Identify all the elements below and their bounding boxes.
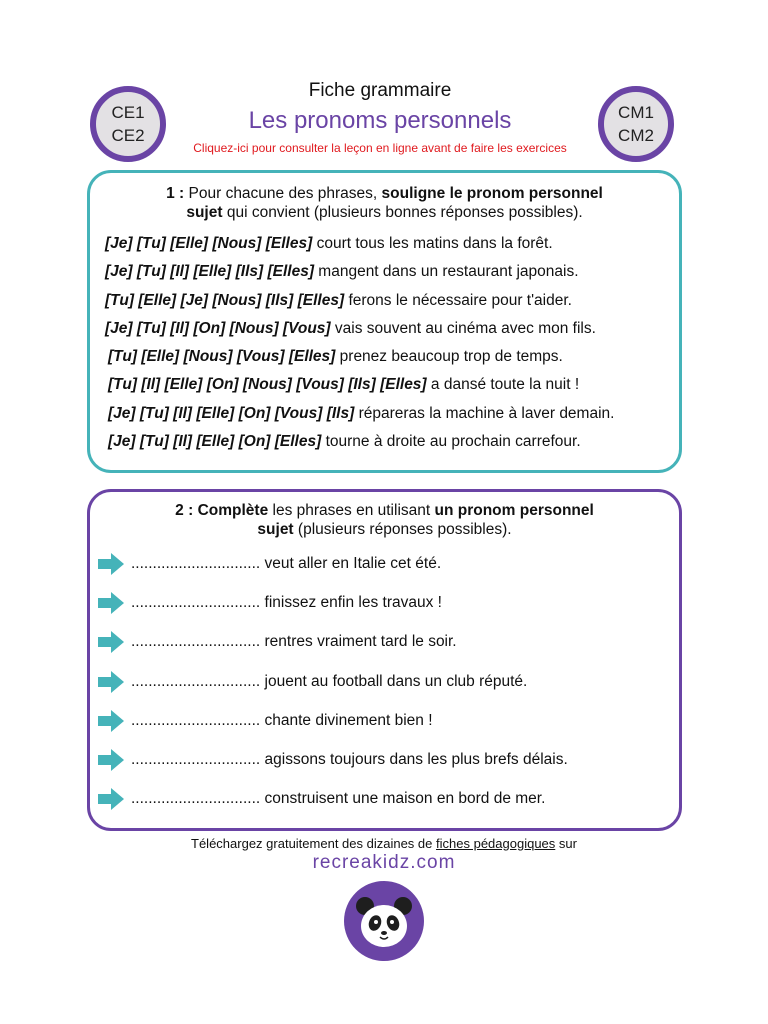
exercise-1-sentences (90, 230, 679, 456)
document-type: Fiche grammaire (308, 80, 452, 101)
level-cm1: CM1 (618, 103, 654, 122)
fill-in-row: .............................. construisent une maison en bord de mer. (90, 788, 679, 827)
fill-in-row: .............................. agissons toujours dans les plus brefs délais. (90, 749, 679, 788)
fill-in-row: .............................. veut aller en Italie cet été. (90, 553, 679, 592)
exercise-2-instructions: 2 : Complète les phrases en utilisant un pronom personnel sujet (plusieurs réponses possibles). (175, 502, 594, 538)
sentence-row: [Tu] [Elle] [Je] [Nous] [Ils] [Elles] ferons le nécessaire pour t'aider. (105, 291, 572, 309)
exercise-1-box (87, 170, 682, 473)
answer-blank[interactable]: .............................. (131, 711, 261, 729)
answer-blank[interactable]: .............................. (131, 594, 261, 612)
right-arrow-icon (98, 749, 124, 771)
worksheets-link[interactable]: fiches pédagogiques (436, 836, 556, 851)
site-url[interactable]: recreakidz.com (312, 852, 456, 873)
level-ce1: CE1 (111, 103, 145, 122)
footer (0, 836, 768, 874)
page-title: Les pronoms personnels (248, 107, 512, 134)
right-arrow-icon (98, 631, 124, 653)
worksheet-header (150, 78, 610, 155)
pronoun-choices[interactable]: [Tu] [Elle] [Nous] [Vous] [Elles] (108, 348, 336, 366)
exercise-2-box (87, 489, 682, 831)
answer-blank[interactable]: .............................. (131, 555, 261, 572)
sentence-row: [Je] [Tu] [Il] [Elle] [On] [Vous] [Ils] répareras la machine à laver demain. (108, 404, 615, 422)
pronoun-choices[interactable]: [Je] [Tu] [Il] [On] [Nous] [Vous] (105, 319, 331, 337)
fill-in-row: .............................. finissez enfin les travaux ! (90, 592, 679, 631)
right-arrow-icon (98, 710, 124, 732)
pronoun-choices[interactable]: [Je] [Tu] [Il] [Elle] [On] [Elles] (108, 433, 322, 451)
sentence-row: [Tu] [Elle] [Nous] [Vous] [Elles] prenez beaucoup trop de temps. (108, 348, 563, 366)
sentence-row: [Je] [Tu] [Il] [Elle] [Ils] [Elles] mangent dans un restaurant japonais. (105, 263, 579, 281)
answer-blank[interactable]: .............................. (131, 750, 261, 768)
fill-in-row: .............................. chante divinement bien ! (90, 710, 679, 749)
sentence-row: [Je] [Tu] [Elle] [Nous] [Elles] court tous les matins dans la forêt. (105, 235, 553, 252)
fill-in-row: .............................. jouent au football dans un club réputé. (90, 671, 679, 710)
exercise-2-items (90, 553, 679, 827)
answer-blank[interactable]: .............................. (131, 790, 261, 808)
sentence-row: [Je] [Tu] [Il] [On] [Nous] [Vous] vais souvent au cinéma avec mon fils. (105, 319, 596, 337)
answer-blank[interactable]: .............................. (131, 633, 261, 651)
level-cm2: CM2 (618, 126, 654, 145)
pronoun-choices[interactable]: [Je] [Tu] [Il] [Elle] [On] [Vous] [Ils] (108, 404, 355, 422)
right-arrow-icon (98, 788, 124, 810)
pronoun-choices[interactable]: [Tu] [Il] [Elle] [On] [Nous] [Vous] [Ils] [Elles] (108, 376, 427, 394)
exercise-1-number: 1 : (166, 185, 185, 202)
footer-text: Téléchargez gratuitement des dizaines de fiches pédagogiques sur (191, 836, 577, 851)
right-arrow-icon (98, 553, 124, 575)
pronoun-choices[interactable]: [Je] [Tu] [Elle] [Nous] [Elles] (105, 235, 313, 252)
lesson-link[interactable]: Cliquez-ici pour consulter la leçon en ligne avant de faire les exercices (193, 141, 567, 155)
sentence-row: [Je] [Tu] [Il] [Elle] [On] [Elles] tourne à droite au prochain carrefour. (108, 433, 581, 451)
level-ce2: CE2 (111, 126, 145, 145)
right-arrow-icon (98, 671, 124, 693)
answer-blank[interactable]: .............................. (131, 672, 261, 690)
sentence-row: [Tu] [Il] [Elle] [On] [Nous] [Vous] [Ils] [Elles] a dansé toute la nuit ! (108, 376, 580, 394)
pronoun-choices[interactable]: [Tu] [Elle] [Je] [Nous] [Ils] [Elles] (105, 291, 345, 309)
exercise-2-number: 2 : (175, 502, 194, 519)
pronoun-choices[interactable]: [Je] [Tu] [Il] [Elle] [Ils] [Elles] (105, 263, 314, 281)
panda-logo (343, 880, 425, 962)
right-arrow-icon (98, 592, 124, 614)
exercise-1-instructions: 1 : Pour chacune des phrases, souligne le pronom personnel sujet qui convient (plusieurs bonnes réponses possibles). (166, 185, 603, 221)
fill-in-row: .............................. rentres vraiment tard le soir. (90, 631, 679, 670)
